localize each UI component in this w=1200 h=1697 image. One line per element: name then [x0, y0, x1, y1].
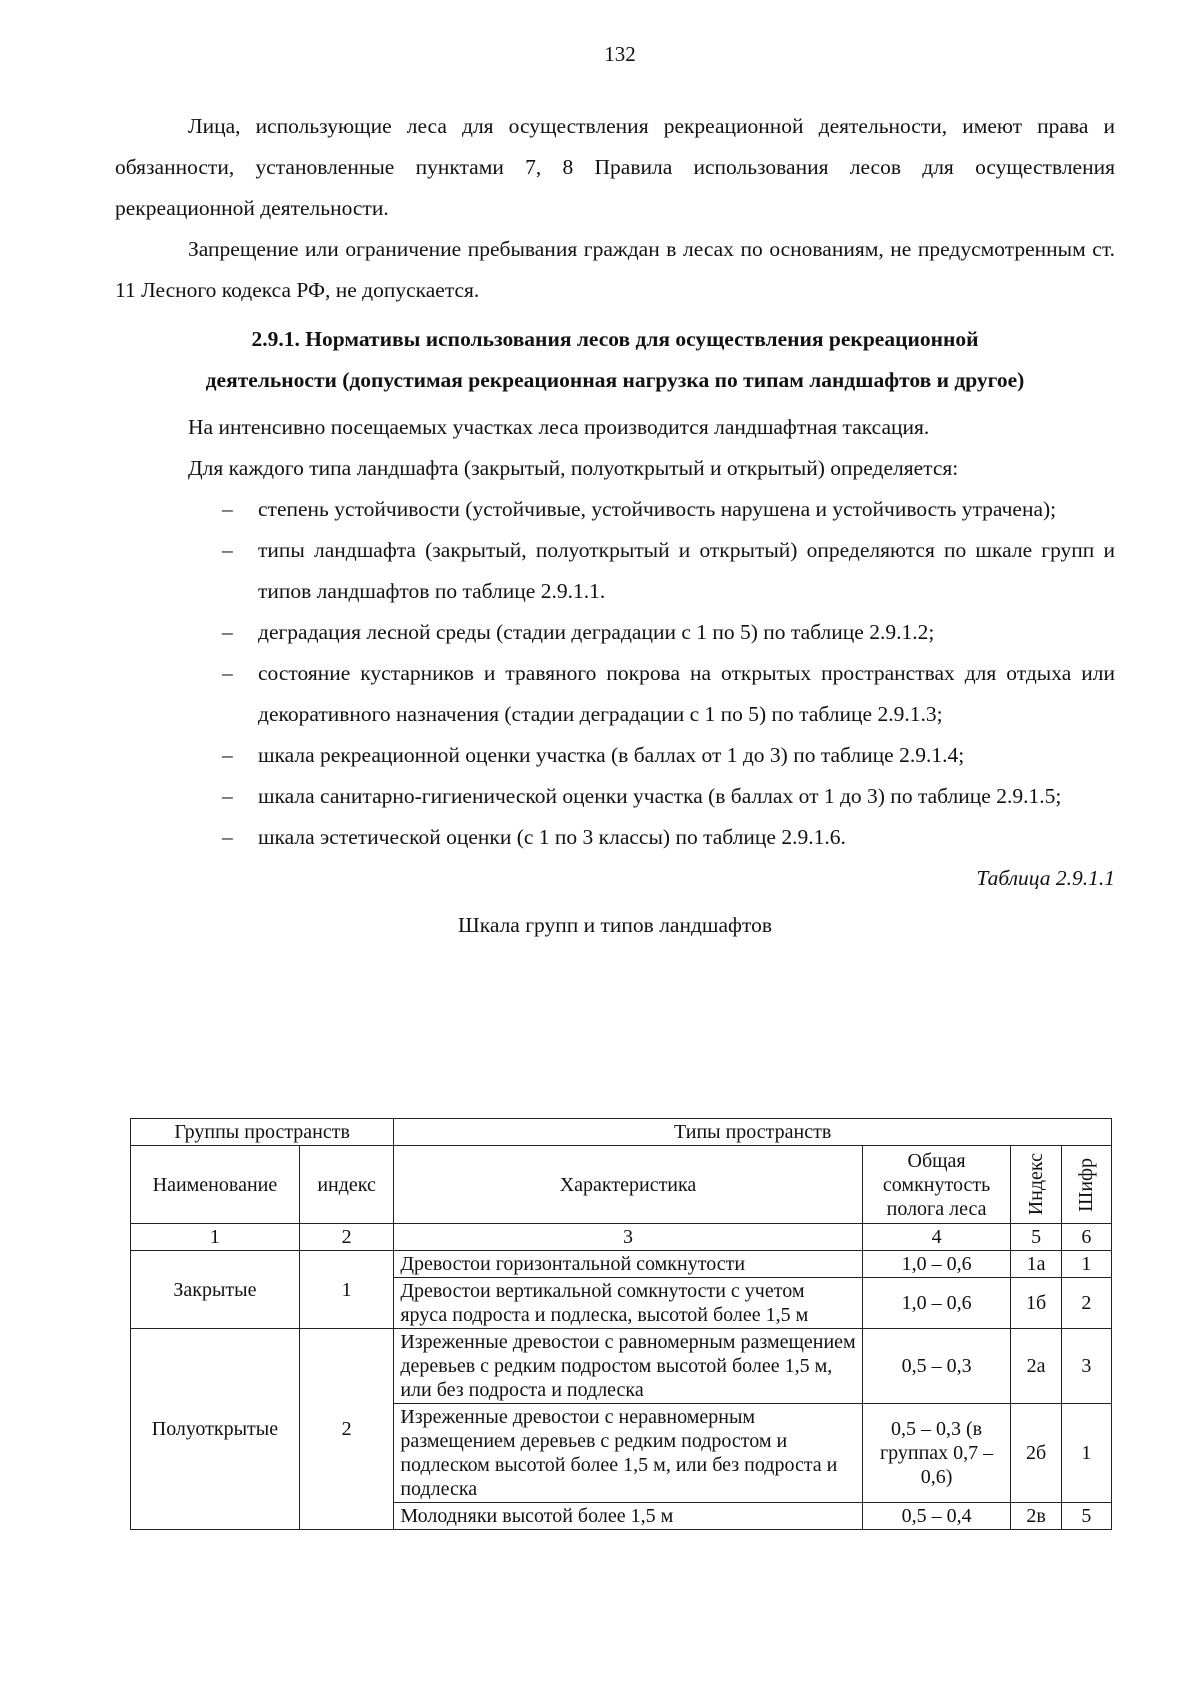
row-characteristic: Молодняки высотой более 1,5 м: [394, 1503, 862, 1530]
row-characteristic: Древостои вертикальной сомкнутости с учетом яруса подроста и подлеска, высотой более 1,5 м: [394, 1278, 862, 1329]
list-item-text: шкала эстетической оценки (с 1 по 3 классы) по таблице 2.9.1.6.: [258, 825, 846, 849]
row-index: 2а: [1011, 1329, 1061, 1404]
list-item: [115, 612, 1115, 653]
row-characteristic: Изреженные древостои с равномерным размещением деревьев с редким подростом высотой более 1,5 м, или без подроста и подлеска: [394, 1329, 862, 1404]
row-code: 2: [1061, 1278, 1111, 1329]
row-code: 1: [1061, 1251, 1111, 1278]
list-item: [115, 530, 1115, 612]
column-number: 3: [394, 1224, 862, 1251]
header-closure: Общая сомкнутость полога леса: [862, 1146, 1011, 1224]
header-code: [1061, 1146, 1111, 1224]
table-row: [131, 1251, 1112, 1278]
table-header-row: [131, 1119, 1112, 1146]
table-number: Таблица 2.9.1.1: [976, 866, 1115, 890]
group-index: 2: [299, 1329, 393, 1530]
body-text: [115, 106, 1115, 946]
header-index-small: индекс: [299, 1146, 393, 1224]
row-index: 1б: [1011, 1278, 1061, 1329]
landscape-scale-table: [130, 1118, 1112, 1530]
row-characteristic: Древостои горизонтальной сомкнутости: [394, 1251, 862, 1278]
list-item-text: типы ландшафта (закрытый, полуоткрытый и открытый) определяются по шкале групп и типов ландшафтов по таблице 2.9.1.1.: [258, 538, 1115, 603]
list-item-text: деградация лесной среды (стадии деградации с 1 по 5) по таблице 2.9.1.2;: [258, 620, 935, 644]
table-header-row: [131, 1146, 1112, 1224]
list-item-text: шкала рекреационной оценки участка (в баллах от 1 до 3) по таблице 2.9.1.4;: [258, 743, 965, 767]
header-name: Наименование: [131, 1146, 300, 1224]
intro-line2: Для каждого типа ландшафта (закрытый, полуоткрытый и открытый) определяется:: [188, 456, 959, 480]
criteria-list: [115, 489, 1115, 858]
dash-bullet: –: [222, 784, 233, 808]
list-item-text: состояние кустарников и травяного покрова на открытых пространствах для отдыха или декоративного назначения (стадии деградации с 1 по 5) по таблице 2.9.1.3;: [258, 661, 1115, 726]
group-name: Закрытые: [131, 1251, 300, 1329]
list-item: [115, 735, 1115, 776]
table-row: [131, 1329, 1112, 1404]
list-item: [115, 653, 1115, 735]
column-number: 4: [862, 1224, 1011, 1251]
row-closure: 0,5 – 0,3: [862, 1329, 1011, 1404]
row-closure: 0,5 – 0,4: [862, 1503, 1011, 1530]
row-index: 1а: [1011, 1251, 1061, 1278]
header-index: [1011, 1146, 1061, 1224]
column-number-row: [131, 1224, 1112, 1251]
intro-line1: На интенсивно посещаемых участках леса производится ландшафтная таксация.: [188, 415, 930, 439]
dash-bullet: –: [222, 661, 233, 685]
header-code-text: Шифр: [1075, 1157, 1098, 1212]
section-heading-line1: 2.9.1. Нормативы использования лесов для осуществления рекреационной: [251, 327, 979, 351]
header-types: Типы пространств: [394, 1119, 1112, 1146]
section-heading: [115, 319, 1115, 401]
row-code: 3: [1061, 1329, 1111, 1404]
paragraph-rights: Лица, использующие леса для осуществления рекреационной деятельности, имеют права и обязанности, установленные пунктами 7, 8 Правила использования лесов для осуществления рекреационной деятельности.: [115, 114, 1115, 220]
list-item: [115, 776, 1115, 817]
row-index: 2в: [1011, 1503, 1061, 1530]
table-title: Шкала групп и типов ландшафтов: [458, 913, 772, 937]
paragraph-prohibition: Запрещение или ограничение пребывания граждан в лесах по основаниям, не предусмотренным ст. 11 Лесного кодекса РФ, не допускается.: [115, 237, 1115, 302]
column-number: 1: [131, 1224, 300, 1251]
list-item-text: степень устойчивости (устойчивые, устойчивость нарушена и устойчивость утрачена);: [258, 497, 1057, 521]
row-closure: 1,0 – 0,6: [862, 1278, 1011, 1329]
dash-bullet: –: [222, 620, 233, 644]
column-number: 6: [1061, 1224, 1111, 1251]
row-closure: 1,0 – 0,6: [862, 1251, 1011, 1278]
row-code: 5: [1061, 1503, 1111, 1530]
list-item: [115, 817, 1115, 858]
row-closure: 0,5 – 0,3 (в группах 0,7 – 0,6): [862, 1404, 1011, 1503]
column-number: 5: [1011, 1224, 1061, 1251]
group-name: Полуоткрытые: [131, 1329, 300, 1530]
dash-bullet: –: [222, 497, 233, 521]
page-number: 132: [604, 42, 636, 66]
group-index: 1: [299, 1251, 393, 1329]
dash-bullet: –: [222, 825, 233, 849]
column-number: 2: [299, 1224, 393, 1251]
list-item: [115, 489, 1115, 530]
list-item-text: шкала санитарно-гигиенической оценки участка (в баллах от 1 до 3) по таблице 2.9.1.5;: [258, 784, 1062, 808]
dash-bullet: –: [222, 743, 233, 767]
header-groups: Группы пространств: [131, 1119, 394, 1146]
dash-bullet: –: [222, 538, 233, 562]
header-characteristic: Характеристика: [394, 1146, 862, 1224]
row-code: 1: [1061, 1404, 1111, 1503]
row-characteristic: Изреженные древостои с неравномерным размещением деревьев с редким подростом и подлеском высотой более 1,5 м, или без подроста и подлеска: [394, 1404, 862, 1503]
section-heading-line2: деятельности (допустимая рекреационная нагрузка по типам ландшафтов и другое): [205, 368, 1025, 392]
row-index: 2б: [1011, 1404, 1061, 1503]
header-index-text: Индекс: [1025, 1153, 1048, 1216]
